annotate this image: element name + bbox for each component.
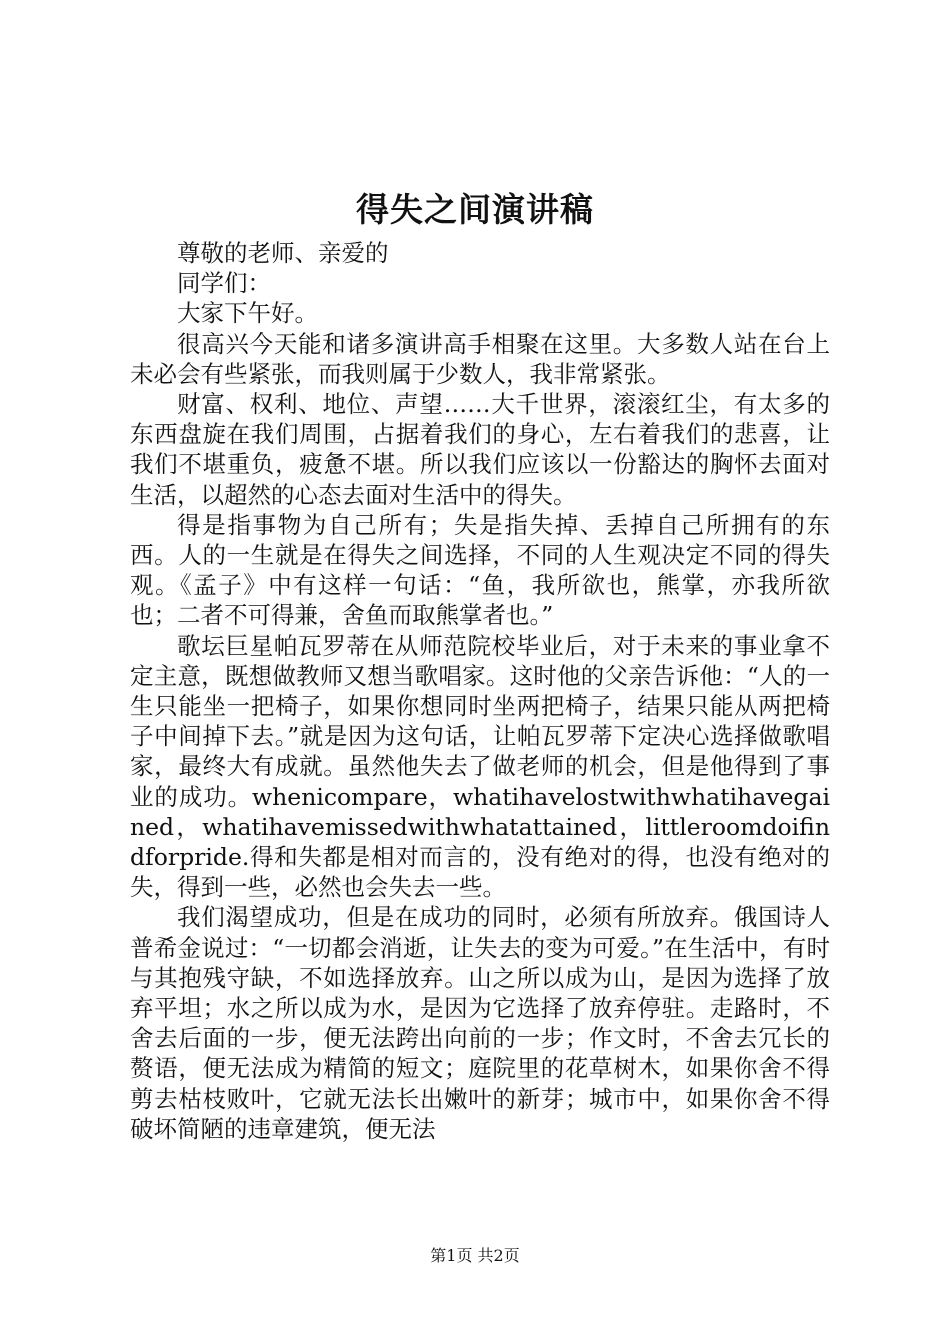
paragraph-renunciation: 我们渴望成功，但是在成功的同时，必须有所放弃。俄国诗人普希金说过：“一切都会消逝，让失去的变为可爱。”在生活中，有时与其抱残守缺，不如选择放弃。山之所以成为山，是因为选择了放弃平坦；水之所以成为水，是因为它选择了放弃停驻。走路时，不舍去后面的一步，便无法跨出向前的一步；作文时，不舍去冗长的赘语，便无法成为精简的短文；庭院里的花草树木，如果你舍不得剪去枯枝败叶，它就无法长出嫩叶的新芽；城市中，如果你舍不得破坏简陋的违章建筑，便无法 — [130, 903, 830, 1143]
salutation-line-2: 同学们： — [177, 269, 271, 298]
document-body — [130, 238, 830, 1144]
salutation-line-1: 尊敬的老师、亲爱的 — [177, 239, 389, 267]
paragraph-definition: 得是指事物为自己所有；失是指失掉、丢掉自己所拥有的东西。人的一生就是在得失之间选择，不同的人生观决定不同的得失观。《孟子》中有这样一句话：“鱼，我所欲也，熊掌，亦我所欲也；二者不可得兼，舍鱼而取熊掌者也。” — [130, 510, 830, 630]
paragraph-pavarotti: 歌坛巨星帕瓦罗蒂在从师范院校毕业后，对于未来的事业拿不定主意，既想做教师又想当歌唱家。这时他的父亲告诉他：“人的一生只能坐一把椅子，如果你想同时坐两把椅子，结果只能从两把椅子中间掉下去。”就是因为这句话，让帕瓦罗蒂下定决心选择做歌唱家，最终大有成就。虽然他失去了做老师的机会，但是他得到了事业的成功。whenicompare，whatihavelostwithwhatihavegained，whatihavemissedwithwhatattained，littleroomdoifindforpride.得和失都是相对而言的，没有绝对的得，也没有绝对的失，得到一些，必然也会失去一些。 — [130, 631, 830, 902]
page-footer: 第1页 共2页 — [430, 1246, 520, 1265]
paragraph-opening: 很高兴今天能和诸多演讲高手相聚在这里。大多数人站在台上未必会有些紧张，而我则属于少数人，我非常紧张。 — [130, 329, 830, 388]
greeting: 大家下午好。 — [177, 299, 318, 328]
paragraph-wealth: 财富、权利、地位、声望……大千世界，滚滚红尘，有太多的东西盘旋在我们周围，占据着我们的身心，左右着我们的悲喜，让我们不堪重负，疲惫不堪。所以我们应该以一份豁达的胸怀去面对生活，以超然的心态去面对生活中的得失。 — [130, 390, 830, 509]
document-title: 得失之间演讲稿 — [356, 190, 594, 229]
